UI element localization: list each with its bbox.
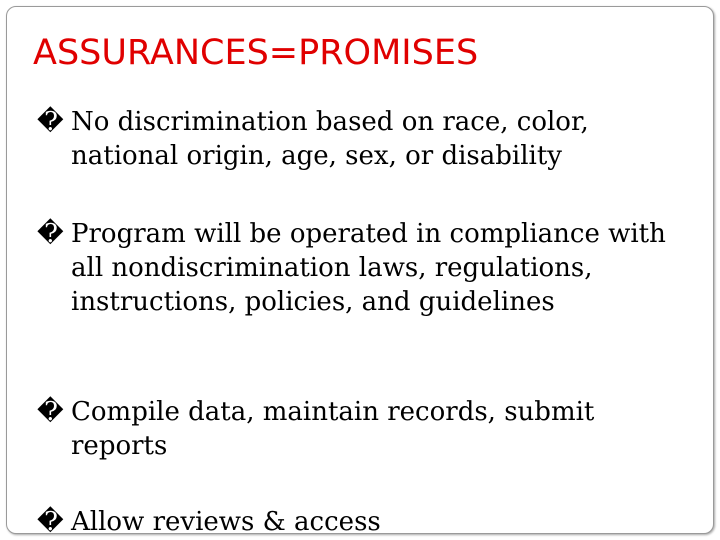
slide-title: ASSURANCES=PROMISES (33, 33, 479, 73)
bullet-glyph-icon: � (37, 397, 64, 427)
slide-frame (6, 6, 714, 537)
bullet-text: Compile data, maintain records, submit reports (71, 397, 595, 461)
bullet-item (37, 395, 697, 463)
bullet-text: No discrimination based on race, color, national origin, age, sex, or disability (71, 107, 589, 171)
bullet-glyph-icon: � (37, 107, 64, 137)
bullet-text: Allow reviews & access (71, 507, 381, 537)
bullet-glyph-icon: � (37, 219, 64, 249)
bullet-item (37, 217, 697, 319)
bullet-item (37, 105, 697, 173)
bullet-item (37, 505, 697, 539)
bullet-text: Program will be operated in compliance with all nondiscrimination laws, regulations, instructions, policies, and guidelines (71, 219, 666, 317)
bullet-glyph-icon: � (37, 507, 64, 537)
